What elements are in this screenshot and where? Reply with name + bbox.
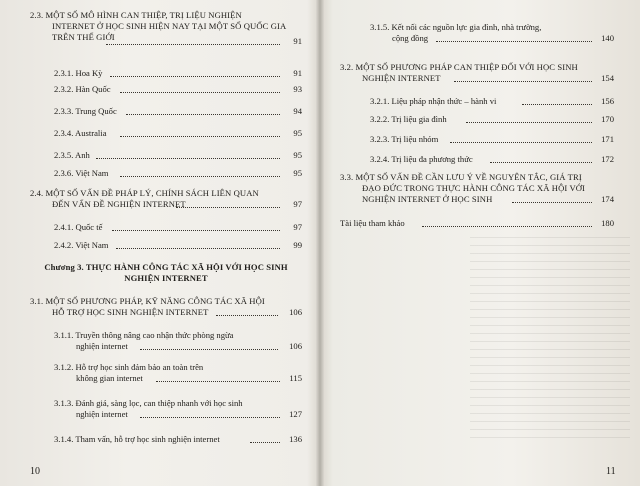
toc-entry: 2.3.6. Việt Nam [54, 168, 109, 178]
toc-entry: 2.3.5. Anh [54, 150, 90, 160]
toc-entry: 3.1.2. Hỗ trợ học sinh đảm bảo an toàn trên không gian internet [54, 362, 204, 383]
toc-page-number: 174 [601, 194, 614, 204]
toc-entry: 2.3.1. Hoa Kỳ [54, 68, 103, 78]
toc-page-number: 95 [293, 150, 302, 160]
toc-page-number: 97 [293, 222, 302, 232]
toc-page-number: 127 [289, 409, 302, 419]
dot-leader [110, 76, 280, 77]
dot-leader [176, 207, 280, 208]
toc-entry: 3.2.4. Trị liệu đa phương thức [370, 154, 473, 164]
left-page [0, 0, 318, 486]
dot-leader [120, 176, 280, 177]
toc-page-number: 93 [293, 84, 302, 94]
toc-entry: 2.3.3. Trung Quốc [54, 106, 117, 116]
dot-leader [454, 81, 592, 82]
dot-leader [512, 202, 592, 203]
toc-entry: 3.2.3. Trị liệu nhóm [370, 134, 439, 144]
dot-leader [250, 442, 280, 443]
toc-entry: 3.2. MỘT SỐ PHƯƠNG PHÁP CAN THIỆP ĐỐI VỚI HỌC SINH NGHIỆN INTERNET [340, 62, 578, 83]
toc-page-number: 140 [601, 33, 614, 43]
toc-page-number: 91 [293, 36, 302, 46]
toc-entry: 3.2.2. Trị liệu gia đình [370, 114, 447, 124]
toc-page-number: 136 [289, 434, 302, 444]
toc-page-number: 106 [289, 341, 302, 351]
toc-entry: 2.4.2. Việt Nam [54, 240, 109, 250]
toc-page-number: 170 [601, 114, 614, 124]
dot-leader [422, 226, 592, 227]
toc-page-number: 91 [293, 68, 302, 78]
dot-leader [126, 114, 280, 115]
dot-leader [140, 349, 278, 350]
dot-leader [140, 417, 280, 418]
dot-leader [112, 230, 280, 231]
toc-page-number: 115 [289, 373, 302, 383]
toc-page-number: 106 [289, 307, 302, 317]
toc-page-number: 171 [601, 134, 614, 144]
toc-page-number: 154 [601, 73, 614, 83]
toc-page-number: 94 [293, 106, 302, 116]
dot-leader [450, 142, 592, 143]
dot-leader [156, 381, 280, 382]
toc-entry: 3.2.1. Liệu pháp nhận thức – hành vi [370, 96, 497, 106]
toc-entry: 3.3. MỘT SỐ VẤN ĐỀ CẦN LƯU Ý VỀ NGUYÊN TẮC, GIÁ TRỊ ĐẠO ĐỨC TRONG THỰC HÀNH CÔNG TÁC XÃ HỘI VỚI NGHIỆN INTERNET Ở HỌC SINH [340, 172, 586, 204]
dot-leader [466, 122, 592, 123]
toc-entry: 2.4. MỘT SỐ VẤN ĐỀ PHÁP LÝ, CHÍNH SÁCH LIÊN QUAN ĐẾN VẤN ĐỀ NGHIỆN INTERNET [30, 188, 259, 209]
toc-entry: 2.3.2. Hàn Quốc [54, 84, 111, 94]
dot-leader [106, 44, 280, 45]
right-page [322, 0, 640, 486]
chapter-heading: Chương 3. THỰC HÀNH CÔNG TÁC XÃ HỘI VỚI HỌC SINH NGHIỆN INTERNET [44, 262, 288, 283]
dot-leader [522, 104, 592, 105]
toc-entry: 3.1.4. Tham vấn, hỗ trợ học sinh nghiện internet [54, 434, 220, 444]
toc-entry: 2.4.1. Quốc tế [54, 222, 103, 232]
dot-leader [96, 158, 280, 159]
dot-leader [216, 315, 278, 316]
toc-entry: 3.1. MỘT SỐ PHƯƠNG PHÁP, KỸ NĂNG CÔNG TÁC XÃ HỘI HỖ TRỢ HỌC SINH NGHIỆN INTERNET [30, 296, 265, 317]
page-number-left: 10 [30, 466, 40, 477]
dot-leader [436, 41, 592, 42]
dot-leader [116, 248, 280, 249]
toc-page-number: 95 [293, 168, 302, 178]
toc-page-number: 156 [601, 96, 614, 106]
toc-entry: 2.3. MỘT SỐ MÔ HÌNH CAN THIỆP, TRỊ LIỆU NGHIỆN INTERNET Ở HỌC SINH HIỆN NAY TẠI MỘT SỐ QUỐC GIA TRÊN THẾ GIỚI [30, 10, 287, 42]
toc-entry: 3.1.3. Đánh giá, sàng lọc, can thiệp nhanh với học sinh nghiện internet [54, 398, 243, 419]
page-number-right: 11 [606, 466, 616, 477]
toc-page-number: 172 [601, 154, 614, 164]
toc-entry: 2.3.4. Australia [54, 128, 107, 138]
dot-leader [120, 92, 280, 93]
toc-page-number: 180 [601, 218, 614, 228]
toc-page-number: 99 [293, 240, 302, 250]
toc-page-number: 95 [293, 128, 302, 138]
dot-leader [120, 136, 280, 137]
dot-leader [490, 162, 592, 163]
toc-page-number: 97 [293, 199, 302, 209]
toc-entry: 3.1.5. Kết nối các nguồn lực gia đình, nhà trường, cộng đồng [370, 22, 542, 43]
toc-entry: Tài liệu tham khảo [340, 218, 405, 228]
toc-entry: 3.1.1. Truyền thông nâng cao nhận thức phòng ngừa nghiện internet [54, 330, 234, 351]
